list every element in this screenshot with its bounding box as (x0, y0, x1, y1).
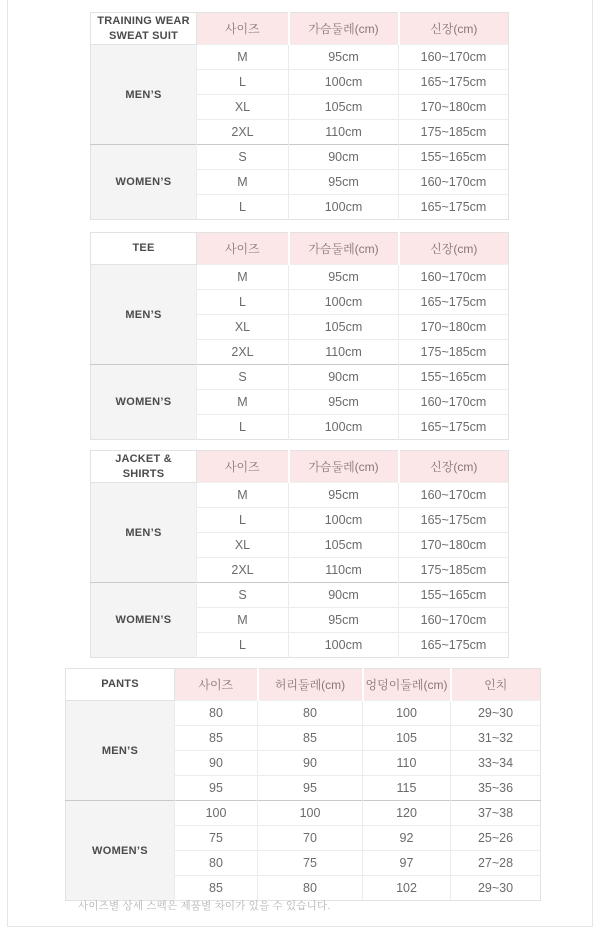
table-cell: 90 (175, 751, 258, 776)
table-cell: L (197, 195, 289, 220)
size-table-tee (90, 232, 509, 440)
table-cell: 102 (363, 876, 451, 901)
table-cell: XL (197, 315, 289, 340)
table-cell: 100cm (289, 70, 399, 95)
column-header-size: 사이즈 (197, 451, 289, 483)
table-cell: S (197, 583, 289, 608)
section-label-mens: MEN’S (66, 701, 175, 801)
column-header-chest: 가슴둘레(cm) (289, 13, 399, 45)
section-label-womens: WOMEN’S (91, 365, 197, 440)
table-cell: 2XL (197, 340, 289, 365)
column-header-height: 신장(cm) (399, 233, 509, 265)
table-cell: 165~175cm (399, 290, 509, 315)
table-cell: 110cm (289, 120, 399, 145)
column-header-chest: 가슴둘레(cm) (289, 233, 399, 265)
table-cell: 35~36 (451, 776, 541, 801)
table-cell: 105cm (289, 533, 399, 558)
section-label-womens: WOMEN’S (66, 801, 175, 901)
table-cell: 160~170cm (399, 170, 509, 195)
table-cell: 105cm (289, 95, 399, 120)
table-row (66, 701, 541, 726)
table-cell: 95 (258, 776, 363, 801)
section-label-mens: MEN’S (91, 45, 197, 145)
table-cell: 95cm (289, 608, 399, 633)
table-cell: 95cm (289, 45, 399, 70)
table-cell: 100 (175, 801, 258, 826)
column-header-size: 사이즈 (197, 233, 289, 265)
table-cell: 160~170cm (399, 390, 509, 415)
section-label-mens: MEN’S (91, 265, 197, 365)
table-cell: 160~170cm (399, 608, 509, 633)
table-cell: 100cm (289, 415, 399, 440)
table-cell: 100cm (289, 508, 399, 533)
header-row (66, 669, 541, 701)
column-header-waist: 허리둘레(cm) (258, 669, 363, 701)
table-row (91, 365, 509, 390)
table-cell: S (197, 365, 289, 390)
size-table-jacket-shirts (90, 450, 509, 658)
table-cell: 2XL (197, 558, 289, 583)
header-row (91, 451, 509, 483)
table-row (91, 145, 509, 170)
table-cell: 85 (258, 726, 363, 751)
table-cell: L (197, 290, 289, 315)
table-cell: 170~180cm (399, 533, 509, 558)
table-row (91, 45, 509, 70)
table-cell: 80 (258, 876, 363, 901)
size-disclaimer-note: 사이즈별 상세 스펙은 제품별 차이가 있을 수 있습니다. (78, 900, 331, 912)
table-cell: L (197, 633, 289, 658)
table-cell: 37~38 (451, 801, 541, 826)
table-cell: 27~28 (451, 851, 541, 876)
table-cell: 170~180cm (399, 315, 509, 340)
table-cell: 85 (175, 726, 258, 751)
size-table-pants (65, 668, 541, 901)
table-cell: 155~165cm (399, 583, 509, 608)
table-cell: 105cm (289, 315, 399, 340)
section-label-womens: WOMEN’S (91, 145, 197, 220)
table-cell: XL (197, 95, 289, 120)
column-header-size: 사이즈 (197, 13, 289, 45)
section-label-womens: WOMEN’S (91, 583, 197, 658)
column-header-hip: 엉덩이둘레(cm) (363, 669, 451, 701)
table-cell: M (197, 483, 289, 508)
table-cell: 170~180cm (399, 95, 509, 120)
table-cell: 160~170cm (399, 483, 509, 508)
table-cell: 100cm (289, 195, 399, 220)
table-cell: M (197, 265, 289, 290)
table-cell: 175~185cm (399, 120, 509, 145)
table-cell: 100cm (289, 633, 399, 658)
table-cell: 95 (175, 776, 258, 801)
table-cell: 165~175cm (399, 195, 509, 220)
table-title: TEE (91, 233, 197, 265)
table-cell: L (197, 70, 289, 95)
table-cell: 95cm (289, 483, 399, 508)
table-cell: 160~170cm (399, 45, 509, 70)
table-cell: 85 (175, 876, 258, 901)
table-row (66, 801, 541, 826)
table-cell: 25~26 (451, 826, 541, 851)
table-cell: 110cm (289, 558, 399, 583)
size-table-training-wear-sweat-suit (90, 12, 509, 220)
table-cell: 2XL (197, 120, 289, 145)
table-cell: 155~165cm (399, 365, 509, 390)
column-header-inch: 인치 (451, 669, 541, 701)
table-cell: 165~175cm (399, 633, 509, 658)
table-cell: L (197, 508, 289, 533)
table-cell: 90cm (289, 145, 399, 170)
table-cell: M (197, 45, 289, 70)
table-cell: 110cm (289, 340, 399, 365)
table-cell: 175~185cm (399, 340, 509, 365)
column-header-height: 신장(cm) (399, 13, 509, 45)
table-cell: 110 (363, 751, 451, 776)
table-cell: M (197, 390, 289, 415)
column-header-size: 사이즈 (175, 669, 258, 701)
table-cell: 160~170cm (399, 265, 509, 290)
section-label-mens: MEN’S (91, 483, 197, 583)
table-cell: 165~175cm (399, 70, 509, 95)
table-cell: 120 (363, 801, 451, 826)
table-cell: 97 (363, 851, 451, 876)
table-row (91, 265, 509, 290)
table-cell: 92 (363, 826, 451, 851)
table-cell: 70 (258, 826, 363, 851)
table-cell: S (197, 145, 289, 170)
table-cell: 75 (175, 826, 258, 851)
table-cell: 100 (363, 701, 451, 726)
table-cell: 165~175cm (399, 508, 509, 533)
table-cell: 29~30 (451, 701, 541, 726)
header-row (91, 233, 509, 265)
table-cell: 175~185cm (399, 558, 509, 583)
table-cell: 95cm (289, 265, 399, 290)
column-header-height: 신장(cm) (399, 451, 509, 483)
table-cell: 155~165cm (399, 145, 509, 170)
table-cell: 31~32 (451, 726, 541, 751)
column-header-chest: 가슴둘레(cm) (289, 451, 399, 483)
table-cell: 95cm (289, 390, 399, 415)
table-cell: 80 (258, 701, 363, 726)
table-cell: XL (197, 533, 289, 558)
table-cell: L (197, 415, 289, 440)
header-row (91, 13, 509, 45)
table-cell: M (197, 170, 289, 195)
table-cell: 75 (258, 851, 363, 876)
table-cell: M (197, 608, 289, 633)
table-cell: 115 (363, 776, 451, 801)
table-cell: 80 (175, 701, 258, 726)
table-cell: 95cm (289, 170, 399, 195)
table-row (91, 483, 509, 508)
table-cell: 90 (258, 751, 363, 776)
table-cell: 105 (363, 726, 451, 751)
table-cell: 90cm (289, 583, 399, 608)
table-row (91, 583, 509, 608)
table-title: JACKET & SHIRTS (91, 451, 197, 483)
table-cell: 80 (175, 851, 258, 876)
table-title: TRAINING WEAR SWEAT SUIT (91, 13, 197, 45)
table-cell: 33~34 (451, 751, 541, 776)
table-cell: 29~30 (451, 876, 541, 901)
table-cell: 100cm (289, 290, 399, 315)
table-title: PANTS (66, 669, 175, 701)
table-cell: 90cm (289, 365, 399, 390)
table-cell: 100 (258, 801, 363, 826)
table-cell: 165~175cm (399, 415, 509, 440)
